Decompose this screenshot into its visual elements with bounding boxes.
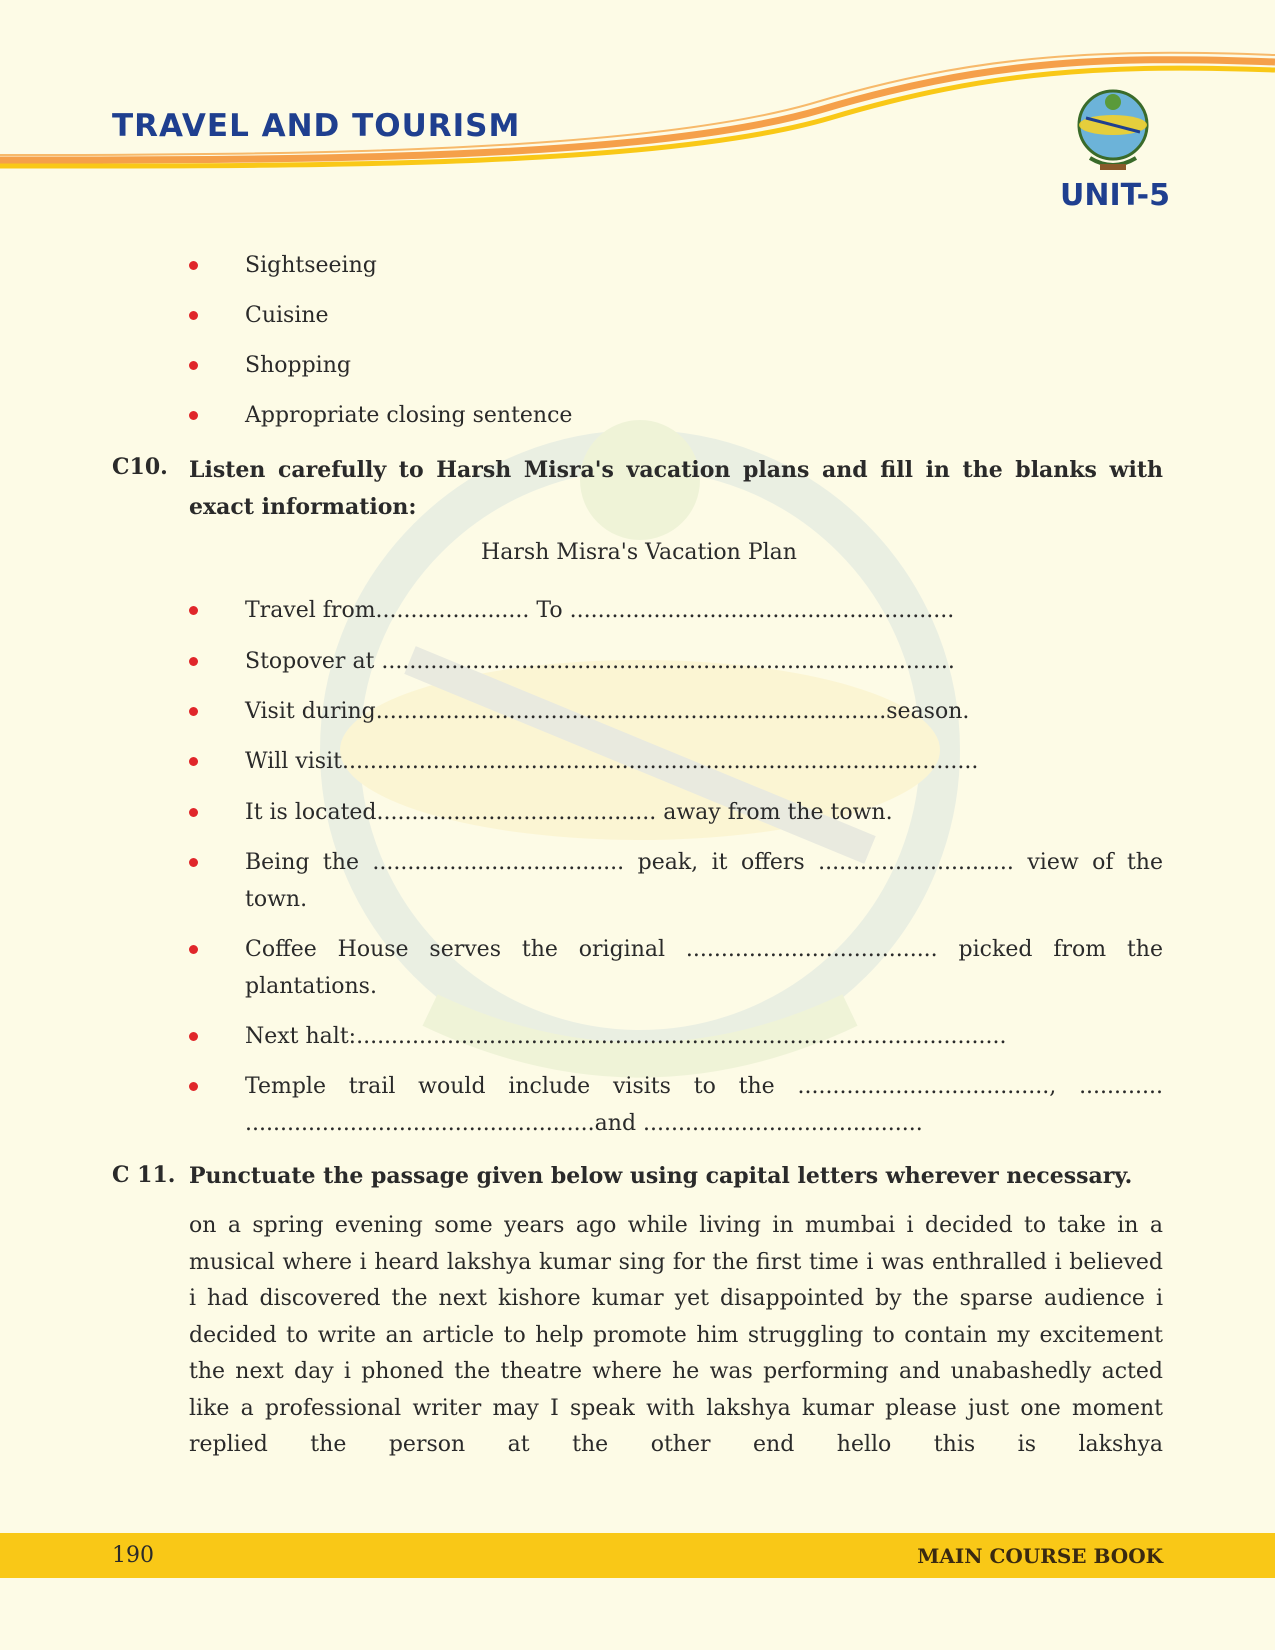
bullet-icon: [189, 858, 198, 867]
list-item-text: Cuisine: [245, 303, 329, 328]
question-number: C 11.: [112, 1162, 176, 1188]
worksheet-title: Harsh Misra's Vacation Plan: [481, 540, 797, 565]
fill-blank-text: Coffee House serves the original .................................... picked from the plantations.: [245, 937, 1170, 999]
fill-blank-text: Temple trail would include visits to the ...................................., ............ ..................................................and ........................................: [245, 1074, 1170, 1136]
question-instruction: Listen carefully to Harsh Misra's vacation plans and fill in the blanks with exact information:: [189, 457, 1163, 520]
fill-blank-text: Visit during.........................................................................season.: [245, 699, 970, 724]
fill-blank-text: Travel from...................... To .......................................................: [245, 598, 955, 623]
bullet-icon: [189, 311, 198, 320]
page-number: 190: [112, 1543, 154, 1568]
fill-blank-text: Next halt:.............................................................................................: [245, 1024, 1007, 1049]
bullet-icon: [189, 261, 198, 270]
fill-blank-text: Being the .................................... peak, it offers ............................ view of the town.: [245, 850, 1170, 912]
bullet-icon: [189, 945, 198, 954]
question-number: C10.: [112, 454, 168, 480]
bullet-icon: [189, 411, 198, 420]
passage-text: on a spring evening some years ago while living in mumbai i decided to take in a musical where i heard lakshya kumar sing for the first time i was enthralled i believed i had discovered the next kishore kumar yet disappointed by the sparse audience i decided to write an article to help promote him struggling to contain my excitement the next day i phoned the theatre where he was performing and unabashedly acted like a professional writer may I speak with lakshya kumar please just one moment replied the person at the other end hello this is lakshya: [189, 1213, 1163, 1457]
bullet-icon: [189, 657, 198, 666]
bullet-icon: [189, 707, 198, 716]
bullet-icon: [189, 757, 198, 766]
bullet-icon: [189, 808, 198, 817]
bullet-icon: [189, 361, 198, 370]
list-item-text: Shopping: [245, 353, 351, 378]
unit-label: UNIT-5: [1060, 178, 1171, 213]
book-title: MAIN COURSE BOOK: [917, 1544, 1163, 1568]
question-instruction: Punctuate the passage given below using capital letters wherever necessary.: [189, 1163, 1133, 1189]
unit-title: TRAVEL AND TOURISM: [112, 108, 521, 144]
bullet-icon: [189, 1032, 198, 1041]
fill-blank-text: Stopover at ..................................................................................: [245, 649, 955, 674]
fill-blank-text: It is located........................................ away from the town.: [245, 800, 893, 825]
list-item-text: Appropriate closing sentence: [245, 403, 573, 428]
list-item-text: Sightseeing: [245, 253, 377, 278]
bullet-icon: [189, 1082, 198, 1091]
school-emblem-icon: [1068, 80, 1158, 175]
bullet-icon: [189, 606, 198, 615]
fill-blank-text: Will visit...........................................................................................: [245, 749, 979, 774]
